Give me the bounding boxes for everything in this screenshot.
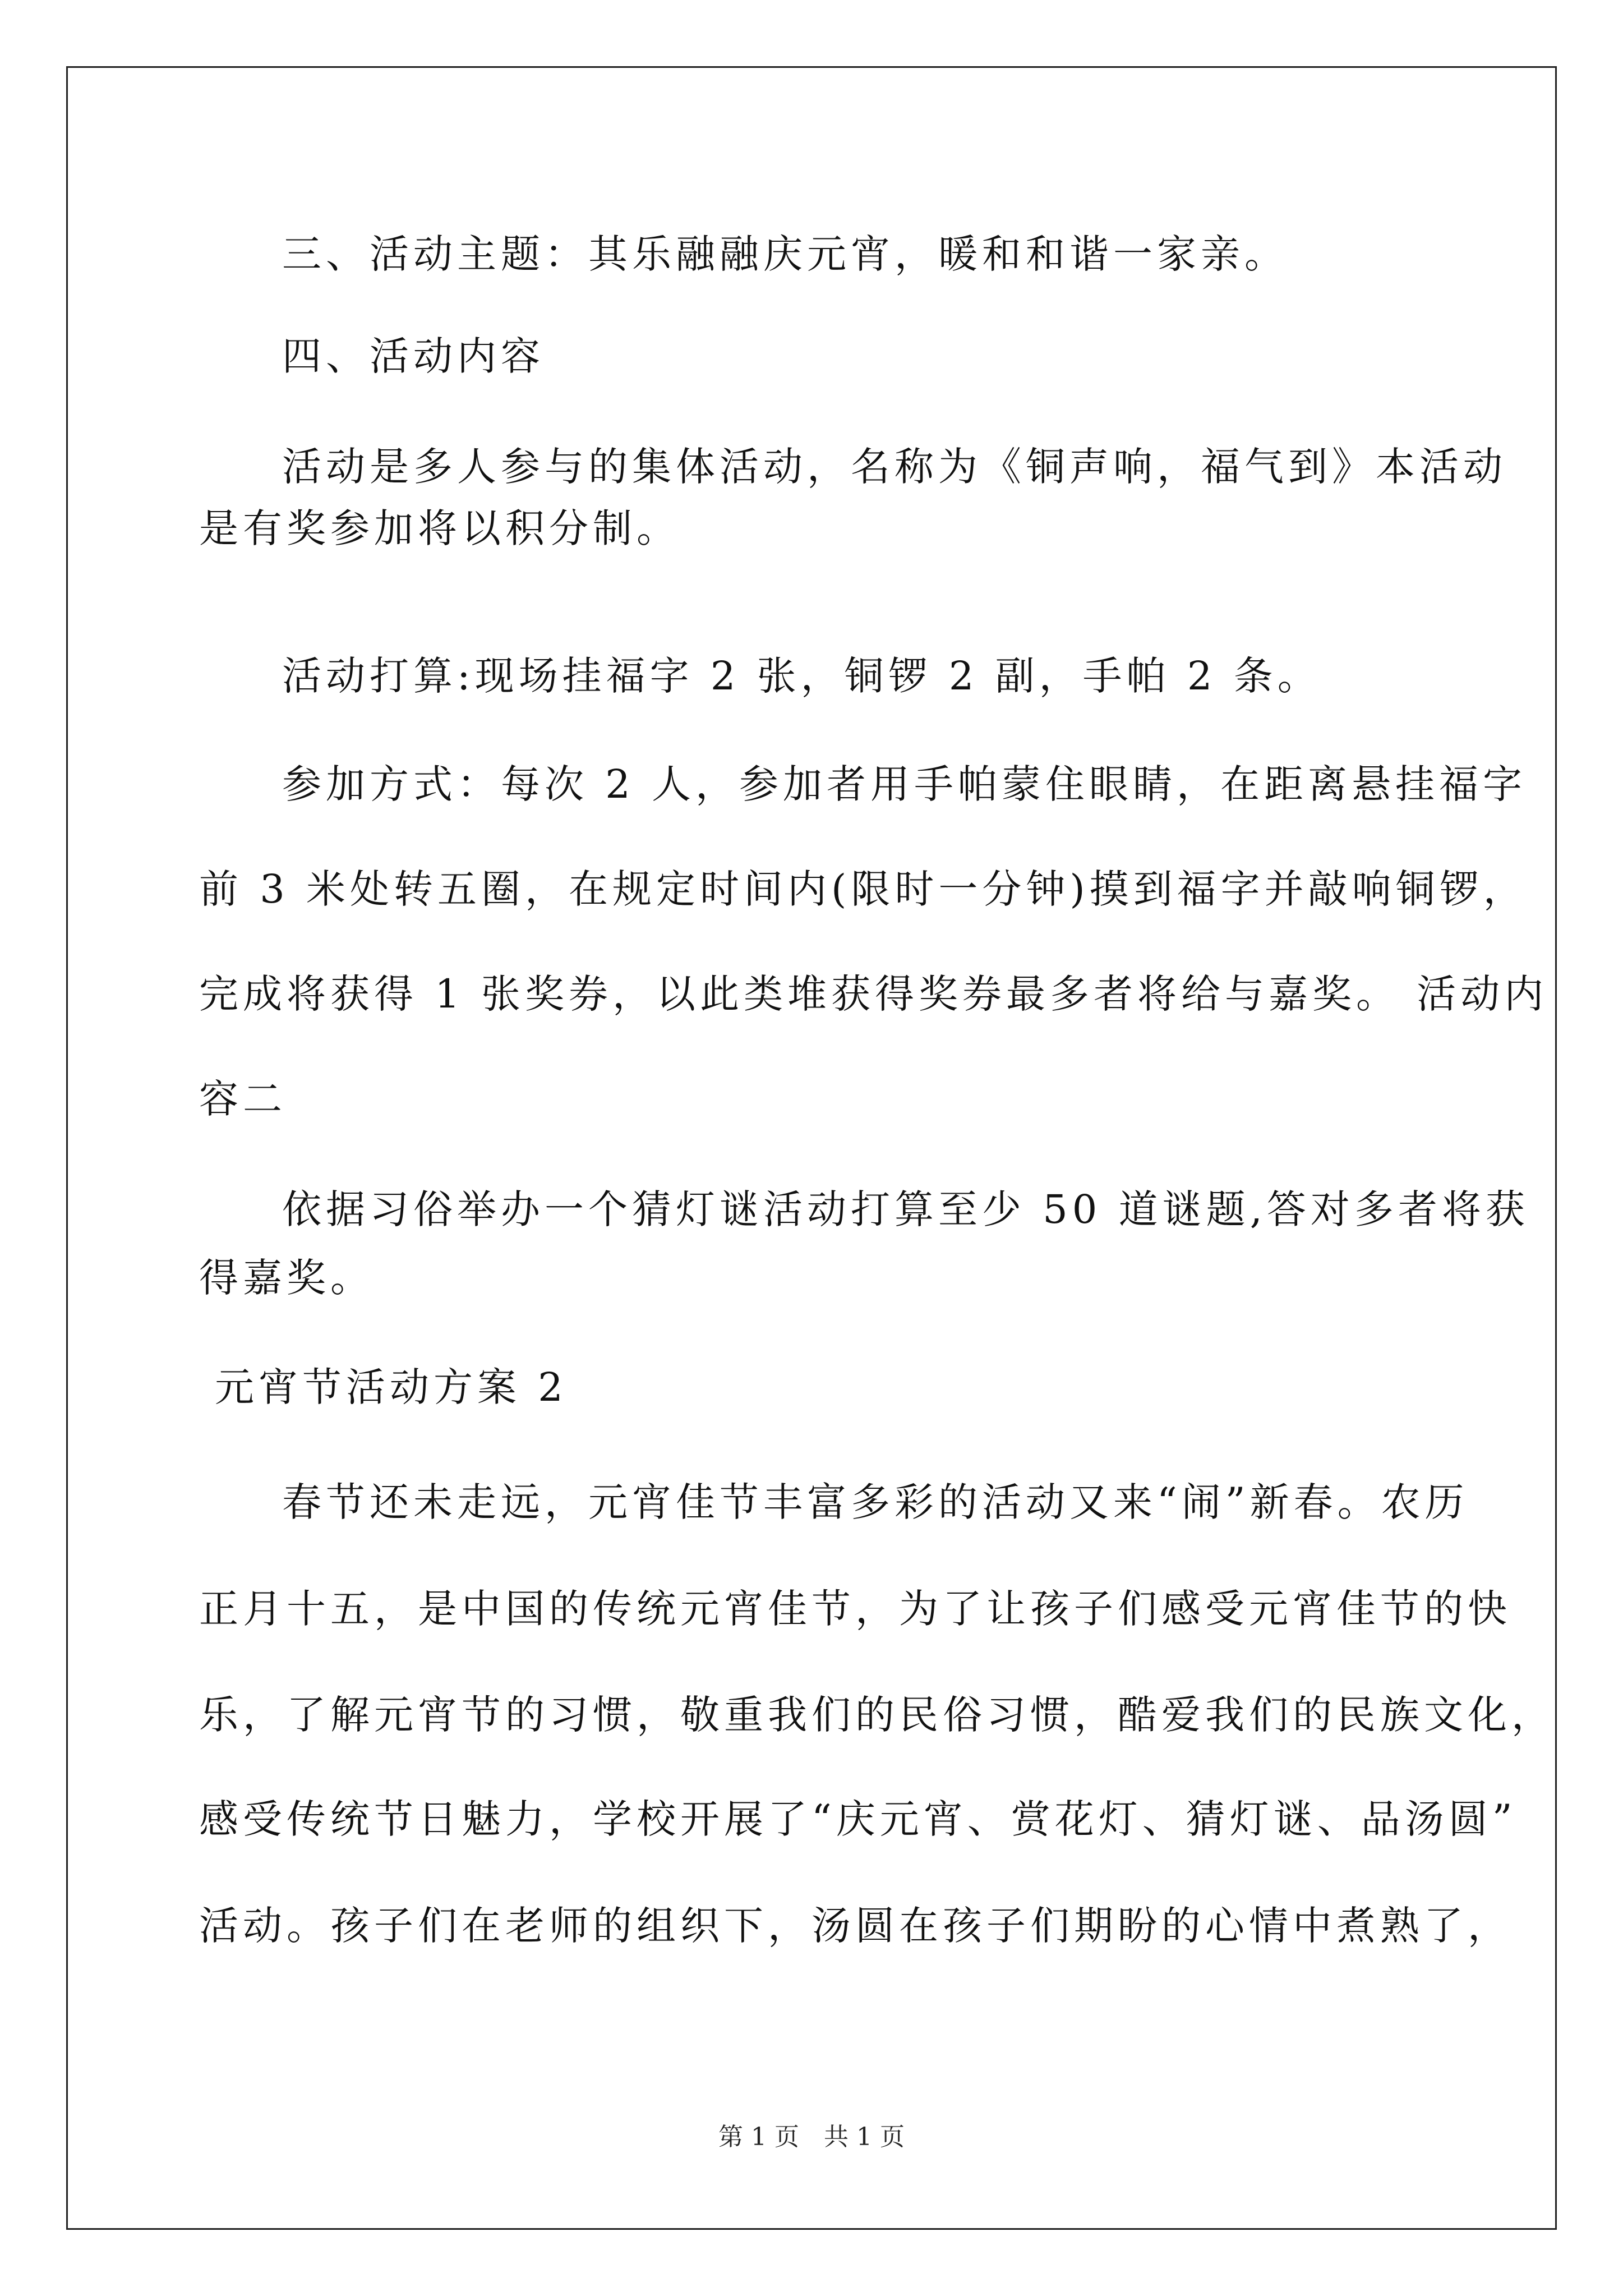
paragraph-line: 春节还未走远，元宵佳节丰富多彩的活动又来“闹”新春。农历	[282, 1479, 1469, 1525]
paragraph-line: 感受传统节日魅力，学校开展了“庆元宵、赏花灯、猜灯谜、品汤圆”	[199, 1796, 1517, 1842]
page-footer: 第 1 页 共 1 页	[718, 2123, 905, 2151]
paragraph-line: 参加方式：每次 2 人，参加者用手帕蒙住眼睛，在距离悬挂福字	[282, 761, 1527, 807]
paragraph-line: 容二	[199, 1076, 287, 1122]
paragraph-line: 活动。孩子们在老师的组织下，汤圆在孩子们期盼的心情中煮熟了，	[199, 1903, 1511, 1949]
paragraph-line: 是有奖参加将以积分制。	[199, 505, 680, 551]
paragraph-line: 三、活动主题：其乐融融庆元宵，暖和和谐一家亲。	[282, 231, 1288, 277]
paragraph-line: 得嘉奖。	[199, 1255, 374, 1301]
paragraph-line: 前 3 米处转五圈，在规定时间内(限时一分钟)摸到福字并敲响铜锣，	[199, 866, 1527, 912]
paragraph-line: 依据习俗举办一个猜灯谜活动打算至少 50 道谜题,答对多者将获	[282, 1186, 1529, 1232]
section-title: 元宵节活动方案 2	[215, 1364, 568, 1410]
paragraph-line: 活动是多人参与的集体活动，名称为《铜声响，福气到》本活动	[282, 444, 1507, 490]
paragraph-line: 乐，了解元宵节的习惯，敬重我们的民俗习惯，酷爱我们的民族文化，	[199, 1692, 1555, 1738]
paragraph-line: 完成将获得 1 张奖券，以此类堆获得奖券最多者将给与嘉奖。 活动内	[199, 971, 1548, 1017]
paragraph-line: 正月十五，是中国的传统元宵佳节，为了让孩子们感受元宵佳节的快	[199, 1586, 1511, 1632]
section-heading: 四、活动内容	[282, 333, 545, 379]
paragraph-line: 活动打算:现场挂福字 2 张，铜锣 2 副，手帕 2 条。	[282, 653, 1321, 699]
